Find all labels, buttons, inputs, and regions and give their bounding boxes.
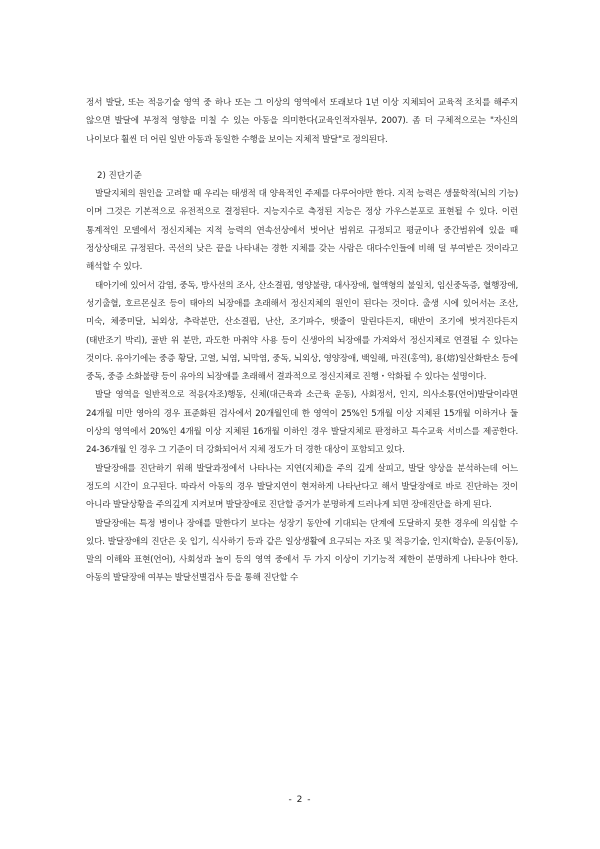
body-paragraph-1: 발달지체의 원인을 고려할 때 우리는 태생적 대 양육적인 주제를 다루어야만 한다. 지적 능력은 생물학적(뇌의 기능)이며 그것은 기본적으로 유전적으로 결정된다. 지능지수로 측정된 지능은 정상 가우스분포로 표현될 수 있다. 이런 통계적인 모델에서 정신지체는 지적 능력의 연속선상에서 벗어난 범위로 규정되고 평균이나 중간범위에 있을 때 정상상태로 규정된다. 곡선의 낮은 끝을 나타내는 경한 지체를 갖는 사람은 대다수인들에 비해 덜 부여받은 것이라고 해석할 수 있다. [86, 189, 518, 273]
intro-paragraph: 정서 발달, 또는 적응기술 영역 중 하나 또는 그 이상의 영역에서 또래보다 1년 이상 지체되어 교육적 조치를 해주지 않으면 발달에 부정적 영향을 미칠 수 있는 아동을 의미한다(교육인적자원부, 2007). 좀 더 구체적으로는 "자신의 나이보다 훨씬 더 어린 일반 아동과 동일한 수행을 보이는 지체적 발달"로 정의된다. [86, 98, 518, 145]
body-paragraph-2: 태아기에 있어서 감염, 중독, 방사선의 조사, 산소결핍, 영양불량, 대사장애, 혈액형의 불일치, 임신중독증, 혈행장애, 성기출혈, 호르몬실조 등이 태아의 뇌장애를 초래해서 정신지체의 원인이 된다는 것이다. 출생 시에 있어서는 조산, 미숙, 체중미달, 뇌외상, 추락분만, 산소결핍, 난산, 조기파수, 탯줄이 말린다든지, 태반이 조기에 벗겨진다든지(태반조기 박리), 골반 위 분만, 과도한 마취약 사용 등이 신생아의 뇌장애를 가져와서 정신지체로 연결될 수 있다는 것이다. 유아기에는 중증 황달, 고열, 뇌염, 뇌막염, 중독, 뇌외상, 영양장애, 백일해, 마진(홍역), 용(熔)일산화탄소 등에 중독, 중증 소화불량 등이 유아의 뇌장애를 초래해서 결과적으로 정신지체로 진행・악화될 수 있다는 설명이다. [86, 280, 518, 383]
section-heading: 2) 진단기준 [97, 170, 142, 181]
body-paragraph-4: 발달장애를 진단하기 위해 발달과정에서 나타나는 지연(지체)을 주의 깊게 살피고, 발달 양상을 분석하는데 어느 정도의 시간이 요구된다. 따라서 아동의 경우 발달지연이 현저하게 나타난다고 해서 발달장애로 바로 진단하는 것이 아니라 발달상황을 주의깊게 지켜보며 발달장애로 진단할 증거가 분명하게 드러나게 되면 장애진단을 하게 된다. [86, 463, 518, 511]
body-paragraph-5: 발달장애는 특정 병이나 장애를 말한다기 보다는 성장기 동안에 기대되는 단계에 도달하지 못한 경우에 의심할 수 있다. 발달장애의 진단은 옷 입기, 식사하기 등과 같은 일상생활에 요구되는 자조 및 적응기술, 인지(학습), 운동(이동), 말의 이해와 표현(언어), 사회성과 놀이 등의 영역 중에서 두 가지 이상이 기기능적 제한이 분명하게 나타나야 한다. 아동의 발달장애 여부는 발달선별검사 등을 통해 진단할 수 [86, 518, 518, 584]
page-number: - 2 - [288, 795, 312, 805]
body-paragraph-3: 발달 영역을 일반적으로 적응(자조)행동, 신체(대근육과 소근육 운동), 사회정서, 인지, 의사소통(언어)발달이라면 24개월 미만 영아의 경우 표준화된 검사에서 20개월인데 한 영역이 25%인 5개월 이상 지체된 15개월 이하거나 둘 이상의 영역에서 20%인 4개월 이상 지체된 16개월 이하인 경우 발달지체로 판정하고 특수교육 서비스를 제공한다. 24-36개월 인 경우 그 기준이 더 강화되어서 지체 정도가 더 경한 대상이 포함되고 있다. [86, 390, 518, 456]
document-page [86, 94, 518, 588]
